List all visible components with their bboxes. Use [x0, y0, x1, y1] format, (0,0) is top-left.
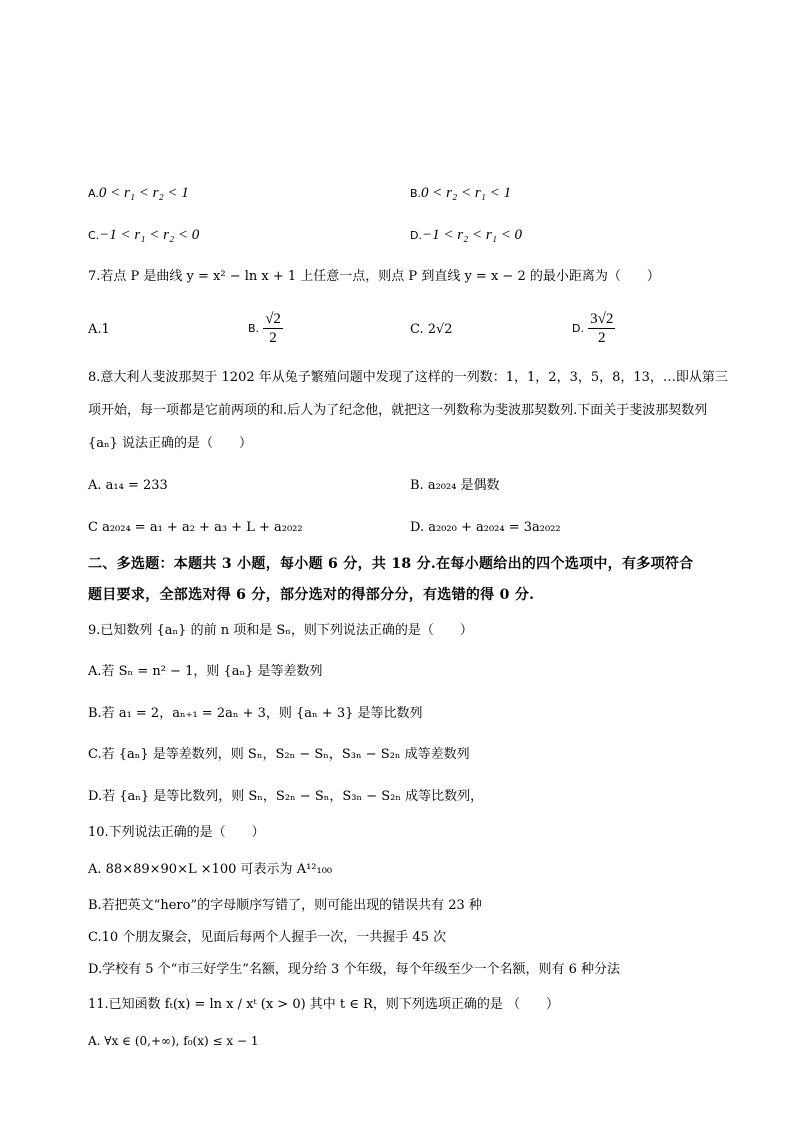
q8-option-d: D. a₂₀₂₀ + a₂₀₂₄ = 3a₂₀₂₂	[410, 520, 561, 535]
q7-option-b-numerator: √2	[265, 311, 281, 327]
q6-option-b-math: 0 < r₂ < r₁ < 1	[421, 185, 512, 201]
q8-stem-line-1: 8.意大利人斐波那契于 1202 年从兔子繁殖问题中发现了这样的一列数：1，1，2，3，5，8，13，…即从第三	[88, 370, 728, 385]
q7-stem: 7.若点 P 是曲线 y = x² − ln x + 1 上任意一点，则点 P 到直线 y = x − 2 的最小距离为（ ）	[88, 269, 660, 284]
q6-option-b	[410, 184, 511, 203]
q8-stem-line-3: {aₙ} 说法正确的是（ ）	[88, 436, 253, 451]
q7-option-b-fraction	[263, 310, 283, 347]
q6-option-d-math: −1 < r₂ < r₁ < 0	[421, 227, 523, 243]
q7-option-d-label: D.	[572, 322, 584, 335]
q6-option-c	[88, 226, 199, 245]
q9-option-d: D.若 {aₙ} 是等比数列，则 Sₙ，S₂ₙ − Sₙ，S₃ₙ − S₂ₙ 成等比数列，	[88, 789, 484, 804]
q10-option-b: B.若把英文“hero”的字母顺序写错了，则可能出现的错误共有 23 种	[88, 898, 482, 913]
q11-stem: 11.已知函数 fₜ(x) = ln x / xᵗ (x > 0) 其中 t ∈ R，则下列选项正确的是 （ ）	[88, 997, 559, 1012]
q7-option-b-denominator: 2	[269, 330, 277, 346]
q10-stem: 10.下列说法正确的是（ ）	[88, 825, 265, 840]
q11-option-a: A. ∀x ∈ (0,+∞), f₀(x) ≤ x − 1	[88, 1034, 259, 1048]
q7-option-a: A.1	[88, 322, 110, 337]
section-heading-line-1: 二、多选题：本题共 3 小题，每小题 6 分，共 18 分.在每小题给出的四个选项中，有多项符合	[88, 556, 694, 572]
q9-stem: 9.已知数列 {aₙ} 的前 n 项和是 Sₙ，则下列说法正确的是（ ）	[88, 623, 473, 638]
q8-option-b: B. a₂₀₂₄ 是偶数	[410, 478, 500, 493]
q9-option-b: B.若 a₁ = 2，aₙ₊₁ = 2aₙ + 3，则 {aₙ + 3} 是等比数列	[88, 706, 423, 721]
q6-option-d-label: D.	[410, 229, 422, 242]
q7-option-c: C. 2√2	[410, 322, 453, 337]
q9-option-c: C.若 {aₙ} 是等差数列，则 Sₙ，S₂ₙ − Sₙ，S₃ₙ − S₂ₙ 成等差数列	[88, 747, 470, 762]
q9-option-a: A.若 Sₙ = n² − 1，则 {aₙ} 是等差数列	[88, 664, 323, 679]
q6-option-b-label: B.	[410, 187, 422, 200]
section-heading-line-2: 题目要求，全部选对得 6 分，部分选对的得部分分，有选错的得 0 分.	[88, 587, 535, 603]
q7-option-b	[248, 310, 283, 347]
q6-option-a-math: 0 < r₁ < r₂ < 1	[98, 185, 189, 201]
q8-option-a: A. a₁₄ = 233	[88, 478, 168, 493]
q6-option-a	[88, 184, 189, 203]
q7-option-d	[572, 310, 615, 347]
q6-option-a-label: A.	[88, 187, 99, 200]
q6-option-c-math: −1 < r₁ < r₂ < 0	[99, 227, 200, 243]
q10-option-c: C.10 个朋友聚会，见面后每两个人握手一次，一共握手 45 次	[88, 930, 447, 945]
q7-option-d-numerator: 3√2	[590, 311, 614, 327]
q6-option-c-label: C.	[88, 229, 100, 242]
q8-option-c: C a₂₀₂₄ = a₁ + a₂ + a₃ + L + a₂₀₂₂	[88, 520, 303, 535]
q7-option-d-fraction	[588, 310, 615, 347]
q10-option-a: A. 88×89×90×L ×100 可表示为 A¹²₁₀₀	[88, 862, 333, 877]
q7-option-d-denominator: 2	[597, 330, 606, 346]
q10-option-d: D.学校有 5 个“市三好学生”名额，现分给 3 个年级，每个年级至少一个名额，则有 6 种分法	[88, 962, 620, 977]
q6-option-d	[410, 226, 522, 245]
q8-stem-line-2: 项开始，每一项都是它前两项的和.后人为了纪念他，就把这一列数称为斐波那契数列.下面关于斐波那契数列	[88, 403, 708, 418]
q7-option-b-label: B.	[248, 322, 260, 335]
